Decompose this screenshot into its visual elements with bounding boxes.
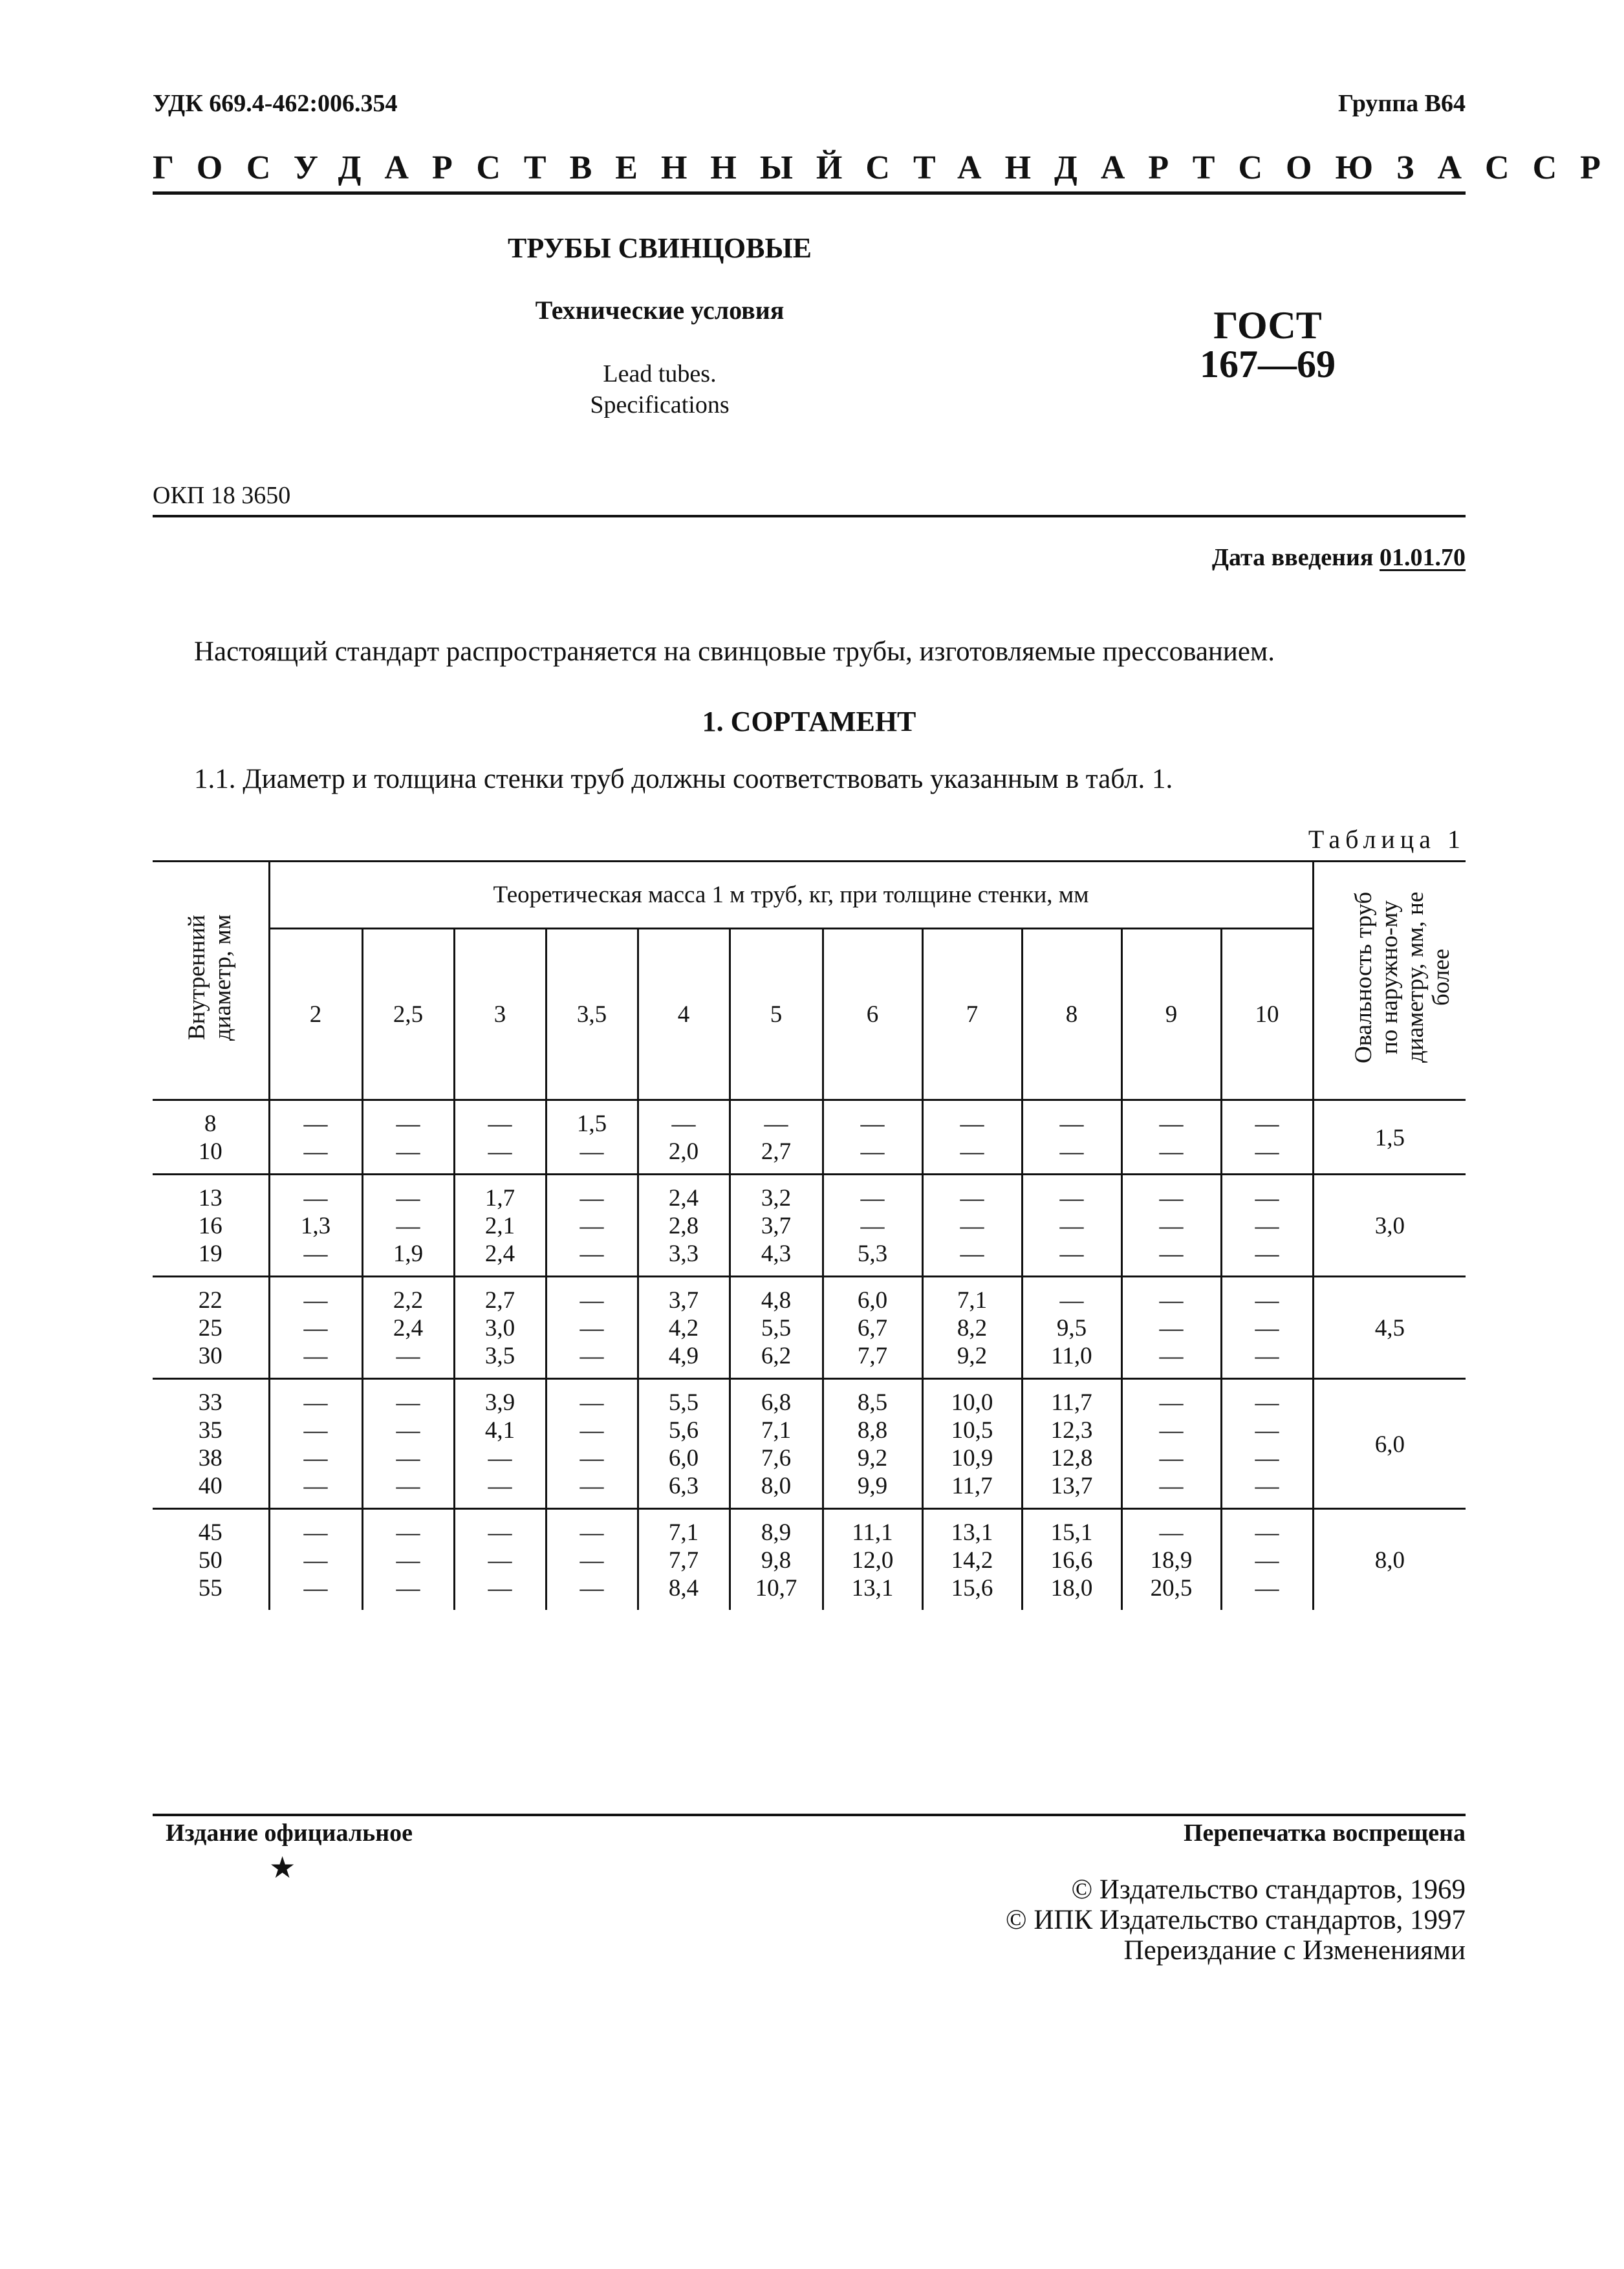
thickness-header: 8: [1022, 929, 1121, 1100]
cell-value: —: [579, 1241, 604, 1267]
cell-value: 2,4: [393, 1315, 424, 1341]
header-rule: [153, 191, 1466, 195]
mass-cell: [362, 1509, 454, 1611]
ovality-cell: 3,0: [1313, 1175, 1466, 1277]
cell-value: 6,8: [761, 1389, 792, 1416]
cell-value: —: [303, 1185, 328, 1211]
cell-value: —: [303, 1287, 328, 1314]
cell-value: 19: [198, 1241, 222, 1267]
cell-value: —: [579, 1287, 604, 1314]
cell-value: 45: [198, 1519, 222, 1546]
cell-value: 13,7: [1050, 1473, 1093, 1499]
cell-value: 8,2: [957, 1315, 988, 1341]
mass-cell: [269, 1509, 362, 1611]
cell-value: —: [303, 1547, 328, 1574]
cell-value: —: [860, 1111, 885, 1137]
diameter-cell: [153, 1379, 269, 1509]
mass-cell: [730, 1277, 823, 1379]
cell-value: 10,7: [755, 1575, 797, 1601]
cell-value: —: [1059, 1111, 1084, 1137]
mass-cell: [454, 1100, 546, 1175]
cell-value: 11,7: [951, 1473, 993, 1499]
cell-value: 6,2: [761, 1343, 792, 1369]
cell-value: 8,8: [857, 1417, 888, 1444]
cell-value: —: [396, 1111, 420, 1137]
cell-value: 1,9: [393, 1241, 424, 1267]
cell-value: 9,2: [857, 1445, 888, 1471]
header-diameter-text: Внутренний диаметр, мм: [184, 914, 237, 1041]
cell-value: —: [1159, 1473, 1184, 1499]
mass-cell: [454, 1277, 546, 1379]
mass-cell: [269, 1100, 362, 1175]
cell-value: 2,8: [668, 1213, 699, 1239]
mass-cell: [922, 1379, 1022, 1509]
cell-value: 10: [198, 1138, 222, 1165]
mass-cell: [546, 1277, 638, 1379]
cell-value: —: [1159, 1241, 1184, 1267]
cell-value: —: [396, 1389, 420, 1416]
cell-value: —: [579, 1547, 604, 1574]
standard-banner: [153, 149, 1624, 187]
document-subtitle: Технические условия: [535, 296, 785, 325]
thickness-header: 6: [823, 929, 922, 1100]
thickness-header: 5: [730, 929, 823, 1100]
cell-value: 10,5: [951, 1417, 993, 1444]
thickness-header: 10: [1221, 929, 1313, 1100]
cell-value: 7,6: [761, 1445, 792, 1471]
cell-value: 7,1: [761, 1417, 792, 1444]
cell-value: —: [396, 1519, 420, 1546]
ovality-cell: 4,5: [1313, 1277, 1466, 1379]
thickness-header: 7: [922, 929, 1022, 1100]
cell-value: —: [1159, 1287, 1184, 1314]
cell-value: —: [1159, 1417, 1184, 1444]
cell-value: —: [579, 1138, 604, 1165]
okp-code: ОКП 18 3650: [153, 482, 291, 509]
mass-cell: [546, 1100, 638, 1175]
mass-cell: [922, 1509, 1022, 1611]
cell-value: —: [671, 1111, 696, 1137]
cell-value: —: [579, 1445, 604, 1471]
english-title-line2: Specifications: [590, 391, 730, 418]
cell-value: 25: [198, 1315, 222, 1341]
cell-value: 2,7: [484, 1287, 515, 1314]
mass-cell: [823, 1175, 922, 1277]
copyright-block: [1006, 1874, 1466, 1966]
cell-value: 50: [198, 1547, 222, 1574]
cell-value: —: [303, 1111, 328, 1137]
cell-value: 2,2: [393, 1287, 424, 1314]
cell-value: 4,8: [761, 1287, 792, 1314]
cell-value: —: [579, 1519, 604, 1546]
header-mass: Теоретическая масса 1 м труб, кг, при толщине стенки, мм: [269, 862, 1313, 929]
cell-value: —: [396, 1138, 420, 1165]
cell-value: 6,7: [857, 1315, 888, 1341]
cell-value: —: [488, 1473, 512, 1499]
mass-cell: [823, 1277, 922, 1379]
cell-value: 11,0: [1051, 1343, 1092, 1369]
english-title-line1: Lead tubes.: [603, 360, 717, 387]
cell-value: 6,0: [857, 1287, 888, 1314]
cell-value: 11,7: [1051, 1389, 1092, 1416]
cell-value: 2,1: [484, 1213, 515, 1239]
cell-value: —: [303, 1315, 328, 1341]
mass-cell: [922, 1175, 1022, 1277]
mass-cell: [454, 1175, 546, 1277]
thickness-header: 3,5: [546, 929, 638, 1100]
cell-value: —: [396, 1547, 420, 1574]
cell-value: —: [396, 1213, 420, 1239]
diameter-cell: [153, 1509, 269, 1611]
diameter-cell: [153, 1175, 269, 1277]
cell-value: 14,2: [951, 1547, 993, 1574]
cell-value: —: [579, 1389, 604, 1416]
table-row: [153, 1509, 1466, 1611]
cell-value: —: [488, 1519, 512, 1546]
cell-value: —: [488, 1445, 512, 1471]
cell-value: 35: [198, 1417, 222, 1444]
cell-value: 3,0: [484, 1315, 515, 1341]
cell-value: 13,1: [851, 1575, 894, 1601]
cell-value: —: [396, 1575, 420, 1601]
document-title: ТРУБЫ СВИНЦОВЫЕ: [507, 232, 812, 264]
cell-value: 7,7: [857, 1343, 888, 1369]
mass-cell: [730, 1509, 823, 1611]
cell-value: 4,9: [668, 1343, 699, 1369]
cell-value: —: [303, 1445, 328, 1471]
cell-value: 12,3: [1050, 1417, 1093, 1444]
cell-value: 38: [198, 1445, 222, 1471]
ovality-cell: 8,0: [1313, 1509, 1466, 1611]
mass-cell: [454, 1509, 546, 1611]
banner-word: ГОСУДАРСТВЕННЫЙ: [153, 149, 866, 186]
cell-value: 8,4: [668, 1575, 699, 1601]
cell-value: —: [1255, 1445, 1279, 1471]
cell-value: —: [1159, 1343, 1184, 1369]
table-row: [153, 1277, 1466, 1379]
mass-cell: [638, 1277, 730, 1379]
mass-cell: [823, 1509, 922, 1611]
cell-value: 3,5: [484, 1343, 515, 1369]
footer-rule: [153, 1814, 1466, 1816]
mass-cell: [730, 1100, 823, 1175]
cell-value: —: [579, 1417, 604, 1444]
cell-value: 40: [198, 1473, 222, 1499]
cell-value: 2,7: [761, 1138, 792, 1165]
cell-value: —: [1255, 1389, 1279, 1416]
mass-cell: [1221, 1175, 1313, 1277]
udk-code: УДК 669.4-462:006.354: [153, 90, 398, 117]
star-icon: ★: [269, 1851, 296, 1884]
cell-value: —: [579, 1473, 604, 1499]
cell-value: 2,4: [484, 1241, 515, 1267]
cell-value: —: [1159, 1315, 1184, 1341]
mass-cell: [1121, 1277, 1221, 1379]
cell-value: 22: [198, 1287, 222, 1314]
cell-value: —: [1255, 1241, 1279, 1267]
mass-cell: [362, 1100, 454, 1175]
cell-value: —: [579, 1185, 604, 1211]
cell-value: 3,7: [761, 1213, 792, 1239]
mass-cell: [1221, 1379, 1313, 1509]
header-ovality: [1313, 862, 1466, 1100]
mass-cell: [1121, 1379, 1221, 1509]
table-1: [153, 860, 1466, 1610]
cell-value: 7,7: [668, 1547, 699, 1574]
mass-cell: [823, 1100, 922, 1175]
cell-value: —: [1159, 1445, 1184, 1471]
date-label: Дата введения: [1211, 544, 1374, 571]
cell-value: —: [1159, 1138, 1184, 1165]
mass-cell: [546, 1379, 638, 1509]
mass-cell: [1221, 1277, 1313, 1379]
mass-cell: [922, 1277, 1022, 1379]
cell-value: 8,5: [857, 1389, 888, 1416]
official-edition: Издание официальное: [166, 1819, 413, 1847]
cell-value: —: [960, 1241, 984, 1267]
clause-1-1: 1.1. Диаметр и толщина стенки труб должны соответствовать указанным в табл. 1.: [194, 764, 1173, 794]
cell-value: 55: [198, 1575, 222, 1601]
cell-value: 1,5: [576, 1111, 607, 1137]
cell-value: —: [303, 1519, 328, 1546]
cell-value: 12,8: [1050, 1445, 1093, 1471]
group-code: Группа В64: [1337, 90, 1466, 117]
cell-value: 7,1: [668, 1519, 699, 1546]
cell-value: —: [1255, 1213, 1279, 1239]
cell-value: 15,6: [951, 1575, 993, 1601]
cell-value: 3,7: [668, 1287, 699, 1314]
copyright-1997: © ИПК Издательство стандартов, 1997: [1005, 1905, 1466, 1935]
cell-value: —: [303, 1343, 328, 1369]
cell-value: —: [1255, 1287, 1279, 1314]
cell-value: —: [1059, 1185, 1084, 1211]
mass-cell: [362, 1379, 454, 1509]
cell-value: —: [488, 1138, 512, 1165]
cell-value: —: [1255, 1111, 1279, 1137]
cell-value: —: [303, 1417, 328, 1444]
copyright-1969: © Издательство стандартов, 1969: [1071, 1874, 1466, 1905]
mass-cell: [546, 1175, 638, 1277]
cell-value: —: [1255, 1315, 1279, 1341]
cell-value: 16,6: [1050, 1547, 1093, 1574]
ovality-cell: 1,5: [1313, 1100, 1466, 1175]
cell-value: 6,0: [668, 1445, 699, 1471]
cell-value: —: [1059, 1287, 1084, 1314]
mass-cell: [546, 1509, 638, 1611]
cell-value: 9,5: [1056, 1315, 1087, 1341]
mass-cell: [823, 1379, 922, 1509]
cell-value: 5,6: [668, 1417, 699, 1444]
mass-cell: [638, 1509, 730, 1611]
cell-value: 1,7: [484, 1185, 515, 1211]
cell-value: 20,5: [1150, 1575, 1193, 1601]
cell-value: 12,0: [851, 1547, 894, 1574]
mass-cell: [1022, 1379, 1121, 1509]
cell-value: 3,9: [484, 1389, 515, 1416]
cell-value: 4,1: [484, 1417, 515, 1444]
cell-value: 8,9: [761, 1519, 792, 1546]
mass-cell: [1121, 1100, 1221, 1175]
mass-cell: [1221, 1100, 1313, 1175]
mass-cell: [1022, 1175, 1121, 1277]
cell-value: —: [396, 1473, 420, 1499]
thickness-header: 2,5: [362, 929, 454, 1100]
ovality-cell: 6,0: [1313, 1379, 1466, 1509]
mass-cell: [269, 1379, 362, 1509]
cell-value: 5,5: [761, 1315, 792, 1341]
okp-rule: [153, 515, 1466, 517]
cell-value: —: [1255, 1343, 1279, 1369]
table-row: [153, 1100, 1466, 1175]
cell-value: —: [303, 1575, 328, 1601]
cell-value: —: [1159, 1185, 1184, 1211]
cell-value: —: [764, 1111, 788, 1137]
cell-value: —: [303, 1473, 328, 1499]
cell-value: 11,1: [852, 1519, 893, 1546]
diameter-cell: [153, 1277, 269, 1379]
cell-value: —: [1159, 1111, 1184, 1137]
mass-cell: [1022, 1100, 1121, 1175]
cell-value: —: [1255, 1519, 1279, 1546]
thickness-header: 2: [269, 929, 362, 1100]
cell-value: 9,9: [857, 1473, 888, 1499]
table-row: [153, 1175, 1466, 1277]
cell-value: —: [579, 1575, 604, 1601]
cell-value: —: [579, 1315, 604, 1341]
cell-value: —: [1159, 1389, 1184, 1416]
cell-value: —: [396, 1185, 420, 1211]
thickness-header: 3: [454, 929, 546, 1100]
cell-value: 15,1: [1050, 1519, 1093, 1546]
cell-value: —: [1159, 1519, 1184, 1546]
cell-value: —: [1159, 1213, 1184, 1239]
cell-value: 8: [204, 1111, 217, 1137]
cell-value: —: [579, 1343, 604, 1369]
cell-value: —: [860, 1138, 885, 1165]
mass-cell: [638, 1100, 730, 1175]
thickness-header: 9: [1121, 929, 1221, 1100]
cell-value: —: [1255, 1547, 1279, 1574]
cell-value: 9,2: [957, 1343, 988, 1369]
mass-cell: [362, 1277, 454, 1379]
mass-cell: [362, 1175, 454, 1277]
mass-cell: [638, 1379, 730, 1509]
introduction-date: [1212, 543, 1466, 572]
banner-word: СОЮЗА: [1238, 149, 1486, 186]
table-row: [153, 1379, 1466, 1509]
cell-value: 10,9: [951, 1445, 993, 1471]
cell-value: —: [1255, 1473, 1279, 1499]
cell-value: —: [1255, 1138, 1279, 1165]
cell-value: 1,3: [300, 1213, 331, 1239]
cell-value: 5,3: [857, 1241, 888, 1267]
cell-value: 10,0: [951, 1389, 993, 1416]
cell-value: —: [303, 1138, 328, 1165]
cell-value: 4,2: [668, 1315, 699, 1341]
cell-value: —: [1059, 1213, 1084, 1239]
cell-value: —: [960, 1138, 984, 1165]
mass-cell: [269, 1277, 362, 1379]
reissue-note: Переиздание с Изменениями: [1123, 1935, 1466, 1966]
cell-value: —: [1255, 1417, 1279, 1444]
mass-cell: [1221, 1509, 1313, 1611]
cell-value: —: [396, 1343, 420, 1369]
mass-cell: [1022, 1509, 1121, 1611]
cell-value: 9,8: [761, 1547, 792, 1574]
mass-cell: [730, 1379, 823, 1509]
mass-cell: [1022, 1277, 1121, 1379]
mass-cell: [269, 1175, 362, 1277]
cell-value: —: [488, 1111, 512, 1137]
cell-value: 2,4: [668, 1185, 699, 1211]
cell-value: 8,0: [761, 1473, 792, 1499]
cell-value: 13,1: [951, 1519, 993, 1546]
banner-word: ССР: [1485, 149, 1624, 186]
header-diameter: [153, 862, 269, 1100]
cell-value: —: [396, 1445, 420, 1471]
cell-value: 18,0: [1050, 1575, 1093, 1601]
cell-value: —: [860, 1213, 885, 1239]
cell-value: —: [488, 1547, 512, 1574]
header-ovality-text: Овальность труб по наружно-му диаметру, мм, не более: [1350, 891, 1455, 1063]
banner-word: СТАНДАРТ: [865, 149, 1239, 186]
cell-value: —: [396, 1417, 420, 1444]
cell-value: —: [303, 1389, 328, 1416]
thickness-header: 4: [638, 929, 730, 1100]
mass-cell: [638, 1175, 730, 1277]
mass-cell: [730, 1175, 823, 1277]
cell-value: —: [303, 1241, 328, 1267]
cell-value: —: [960, 1185, 984, 1211]
cell-value: —: [1255, 1575, 1279, 1601]
table-caption: Таблица 1: [1308, 825, 1466, 854]
reprint-notice: Перепечатка воспрещена: [1183, 1819, 1466, 1847]
cell-value: —: [1059, 1138, 1084, 1165]
cell-value: 18,9: [1150, 1547, 1193, 1574]
cell-value: 6,3: [668, 1473, 699, 1499]
cell-value: 30: [198, 1343, 222, 1369]
intro-paragraph: Настоящий стандарт распространяется на свинцовые трубы, изготовляемые прессованием.: [194, 636, 1275, 667]
cell-value: 5,5: [668, 1389, 699, 1416]
cell-value: 2,0: [668, 1138, 699, 1165]
cell-value: 7,1: [957, 1287, 988, 1314]
cell-value: —: [488, 1575, 512, 1601]
cell-value: 16: [198, 1213, 222, 1239]
cell-value: 33: [198, 1389, 222, 1416]
cell-value: —: [960, 1111, 984, 1137]
gost-number: 167—69: [1200, 343, 1336, 385]
cell-value: 4,3: [761, 1241, 792, 1267]
cell-value: —: [1255, 1185, 1279, 1211]
mass-cell: [1121, 1509, 1221, 1611]
cell-value: —: [579, 1213, 604, 1239]
diameter-cell: [153, 1100, 269, 1175]
mass-cell: [922, 1100, 1022, 1175]
gost-label: ГОСТ: [1213, 304, 1322, 347]
cell-value: 3,2: [761, 1185, 792, 1211]
mass-cell: [454, 1379, 546, 1509]
cell-value: —: [960, 1213, 984, 1239]
date-value: 01.01.70: [1380, 544, 1466, 571]
cell-value: —: [1059, 1241, 1084, 1267]
cell-value: —: [860, 1185, 885, 1211]
cell-value: 13: [198, 1185, 222, 1211]
cell-value: 3,3: [668, 1241, 699, 1267]
section-title: 1. СОРТАМЕНТ: [702, 706, 916, 737]
mass-cell: [1121, 1175, 1221, 1277]
